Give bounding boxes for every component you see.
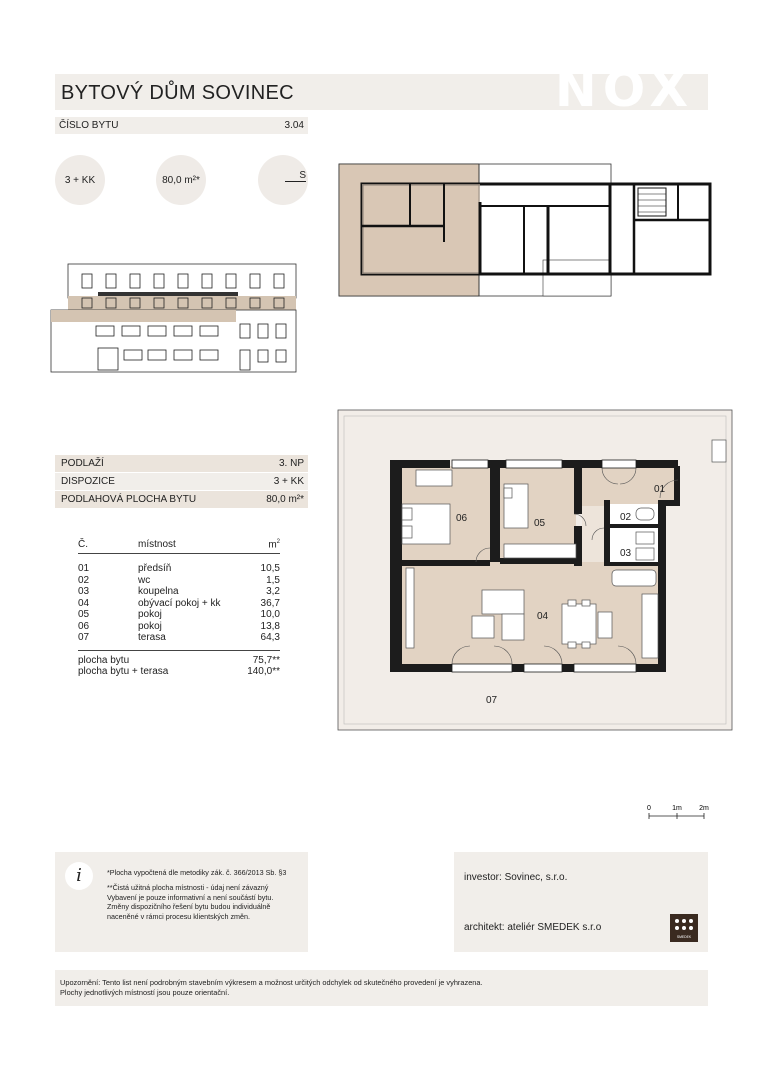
disclaimer-line: Plochy jednotlivých místností jsou pouze orientační.	[60, 988, 230, 997]
room-row	[78, 586, 280, 598]
layout-row	[55, 473, 308, 490]
total-label: plocha bytu	[78, 654, 130, 666]
room-area: 3,2	[266, 586, 280, 597]
plan-label-03: 03	[620, 548, 632, 559]
floor-row	[55, 455, 308, 472]
floor-plan	[336, 408, 736, 734]
room-number: 05	[78, 609, 90, 620]
room-number: 04	[78, 597, 90, 609]
floor-value: 3. NP	[278, 458, 304, 469]
note-line: *Plocha vypočtená dle metodiky zák. č. 366/2013 Sb. §3	[107, 868, 287, 877]
notes-text	[107, 868, 303, 921]
room-area: 64,3	[260, 632, 280, 643]
area-value: 80,0 m²*	[266, 494, 304, 505]
layout-badge-text: 3 + KK	[64, 174, 96, 186]
credits-box	[454, 852, 708, 952]
col-number: Č.	[78, 539, 88, 550]
room-number: 03	[78, 586, 90, 597]
developer-logo: NOX	[554, 60, 694, 118]
col-room: místnost	[138, 539, 176, 550]
total-terrace-value: 140,0**	[247, 666, 280, 677]
room-number: 01	[78, 563, 90, 574]
compass-badge	[258, 155, 308, 205]
room-number: 07	[78, 632, 90, 643]
room-row	[78, 598, 280, 610]
note-line: naceněné v rámci procesu klientských změn.	[107, 911, 251, 921]
disclaimer-line: Upozornění: Tento list není podrobným stavebním výkresem a možnost určitých odchylek od skutečného provedení je vyhrazena.	[60, 978, 483, 987]
room-number: 06	[78, 620, 90, 632]
room-area: 36,7	[260, 597, 280, 609]
scale-bar	[644, 802, 714, 822]
plan-label-05: 05	[534, 518, 546, 529]
col-area: $m^2$	[268, 539, 280, 551]
architect-logo	[670, 914, 698, 942]
unit-number-bar	[55, 117, 308, 134]
area-badge-text: 80,0 m²*	[162, 174, 200, 186]
room-row	[78, 621, 280, 633]
disclaimer-box	[55, 970, 708, 1006]
key-plan	[338, 160, 714, 300]
plan-label-01: 01	[654, 484, 666, 495]
layout-label: DISPOZICE	[61, 476, 115, 487]
col-area-text: m	[268, 539, 277, 551]
room-row	[78, 632, 280, 644]
page-title: BYTOVÝ DŮM SOVINEC	[61, 82, 294, 104]
room-area: 13,8	[260, 620, 280, 632]
notes-box	[55, 852, 308, 952]
note-line: Změny dispozičního řešení bytu budou individuálně	[107, 902, 271, 912]
floor-label: PODLAŽÍ	[61, 458, 104, 469]
total-value: 75,7**	[252, 654, 280, 666]
room-name: terasa	[138, 632, 166, 643]
room-row	[78, 563, 280, 575]
plan-label-02: 02	[620, 512, 632, 523]
architect-text: architekt: ateliér SMEDEK s.r.o	[464, 922, 602, 933]
layout-value: 3 + KK	[273, 476, 304, 487]
room-name: předsíň	[138, 563, 172, 574]
room-table-header	[78, 536, 280, 554]
investor-text: investor: Sovinec, s.r.o.	[464, 872, 568, 883]
plan-label-07: 07	[486, 695, 498, 706]
room-table	[78, 536, 280, 678]
room-row	[78, 575, 280, 587]
room-rows	[78, 563, 280, 644]
room-name: pokoj	[138, 609, 162, 620]
room-area: 1,5	[266, 574, 280, 586]
room-area: 10,5	[260, 563, 280, 574]
scale-label-1: 1m	[672, 805, 682, 812]
title-bar	[55, 60, 708, 118]
unit-number-value: 3.04	[284, 120, 304, 131]
facade-elevation	[50, 262, 300, 374]
compass-text: S	[285, 171, 306, 182]
room-name: pokoj	[138, 620, 162, 632]
plan-label-06: 06	[456, 513, 468, 524]
area-row	[55, 491, 308, 508]
room-name: wc	[138, 574, 151, 586]
room-totals	[78, 650, 280, 678]
info-icon: i	[65, 862, 93, 890]
total-terrace-label: plocha bytu + terasa	[78, 666, 169, 677]
room-row	[78, 609, 280, 621]
unit-number-label: ČÍSLO BYTU	[59, 120, 119, 131]
area-label: PODLAHOVÁ PLOCHA BYTU	[61, 494, 197, 505]
total-row	[78, 655, 280, 667]
note-line: Vybavení je pouze informativní a není součástí bytu.	[107, 892, 274, 902]
scale-label-2: 2m	[699, 805, 709, 812]
note-line: **Čistá užitná plocha místnosti - údaj není závazný	[107, 883, 269, 893]
layout-badge	[55, 155, 105, 205]
architect-logo-text: SMEDEK	[676, 935, 692, 939]
scale-label-0: 0	[647, 805, 651, 812]
room-area: 10,0	[260, 609, 280, 620]
total-terrace-row	[78, 666, 280, 678]
room-name: obývací pokoj + kk	[138, 597, 221, 609]
room-name: koupelna	[138, 586, 179, 597]
area-badge	[156, 155, 206, 205]
room-number: 02	[78, 574, 90, 586]
plan-label-04: 04	[537, 611, 549, 622]
